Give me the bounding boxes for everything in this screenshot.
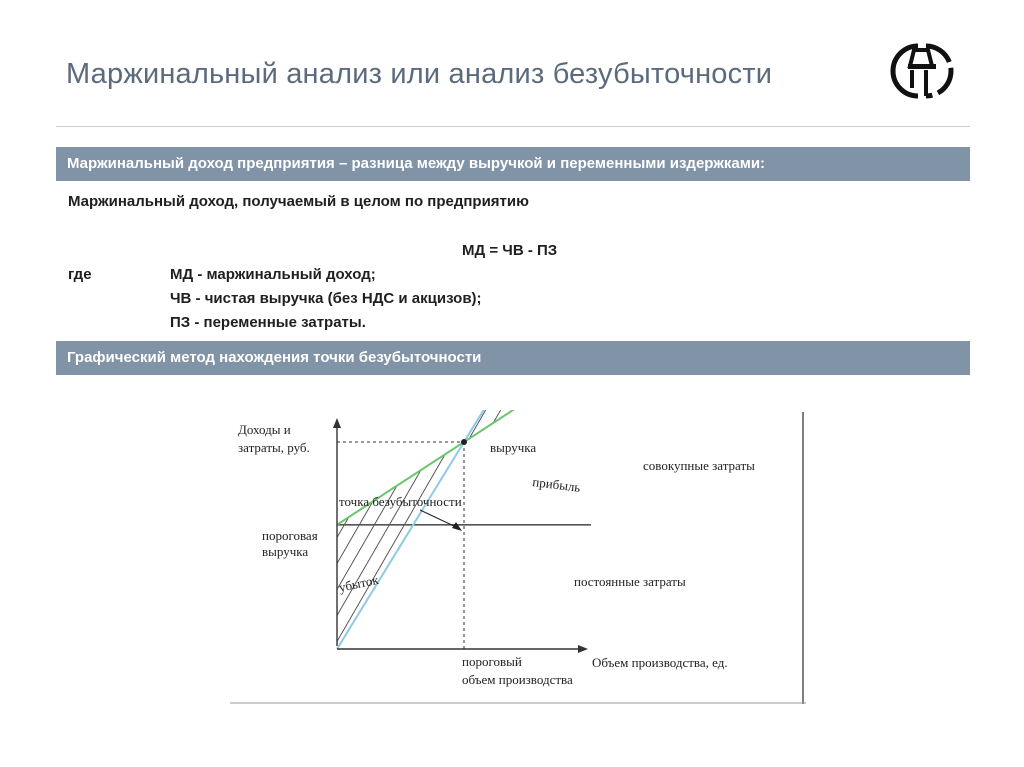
y-axis-label-line2: затраты, руб.	[238, 440, 310, 455]
loss-label: убыток	[337, 571, 380, 595]
breakeven-chart	[230, 410, 806, 704]
revenue-series-label: выручка	[490, 440, 537, 455]
definition-pz: ПЗ - переменные затраты.	[170, 314, 366, 331]
formula-text: МД = ЧВ - ПЗ	[462, 242, 558, 259]
section-band-graphic-method: Графический метод нахождения точки безубыточности	[56, 341, 970, 375]
where-label: где	[68, 266, 92, 283]
profit-label: прибыль	[531, 474, 582, 495]
breakeven-label: точка безубыточности	[339, 494, 462, 509]
breakeven-point	[461, 439, 467, 445]
threshold-volume-label-line2: объем производства	[462, 672, 573, 687]
logo-icon	[888, 40, 954, 102]
x-axis-label: Объем производства, ед.	[592, 655, 728, 670]
title-divider	[56, 126, 970, 127]
section-band-margin-income: Маржинальный доход предприятия – разница между выручкой и переменными издержками:	[56, 147, 970, 181]
subtitle-text: Маржинальный доход, получаемый в целом по предприятию	[68, 193, 529, 210]
definition-md: МД - маржинальный доход;	[170, 266, 376, 283]
threshold-volume-label-line1: пороговый	[462, 654, 522, 669]
fixed-cost-series-label: постоянные затраты	[574, 574, 686, 589]
total-cost-series-label: совокупные затраты	[643, 458, 755, 473]
page-title: Маржинальный анализ или анализ безубыточности	[66, 58, 773, 90]
definition-chv: ЧВ - чистая выручка (без НДС и акцизов);	[170, 290, 482, 307]
threshold-revenue-label-line2: выручка	[262, 544, 309, 559]
y-axis-label-line1: Доходы и	[238, 422, 291, 437]
threshold-revenue-label-line1: пороговая	[262, 528, 318, 543]
